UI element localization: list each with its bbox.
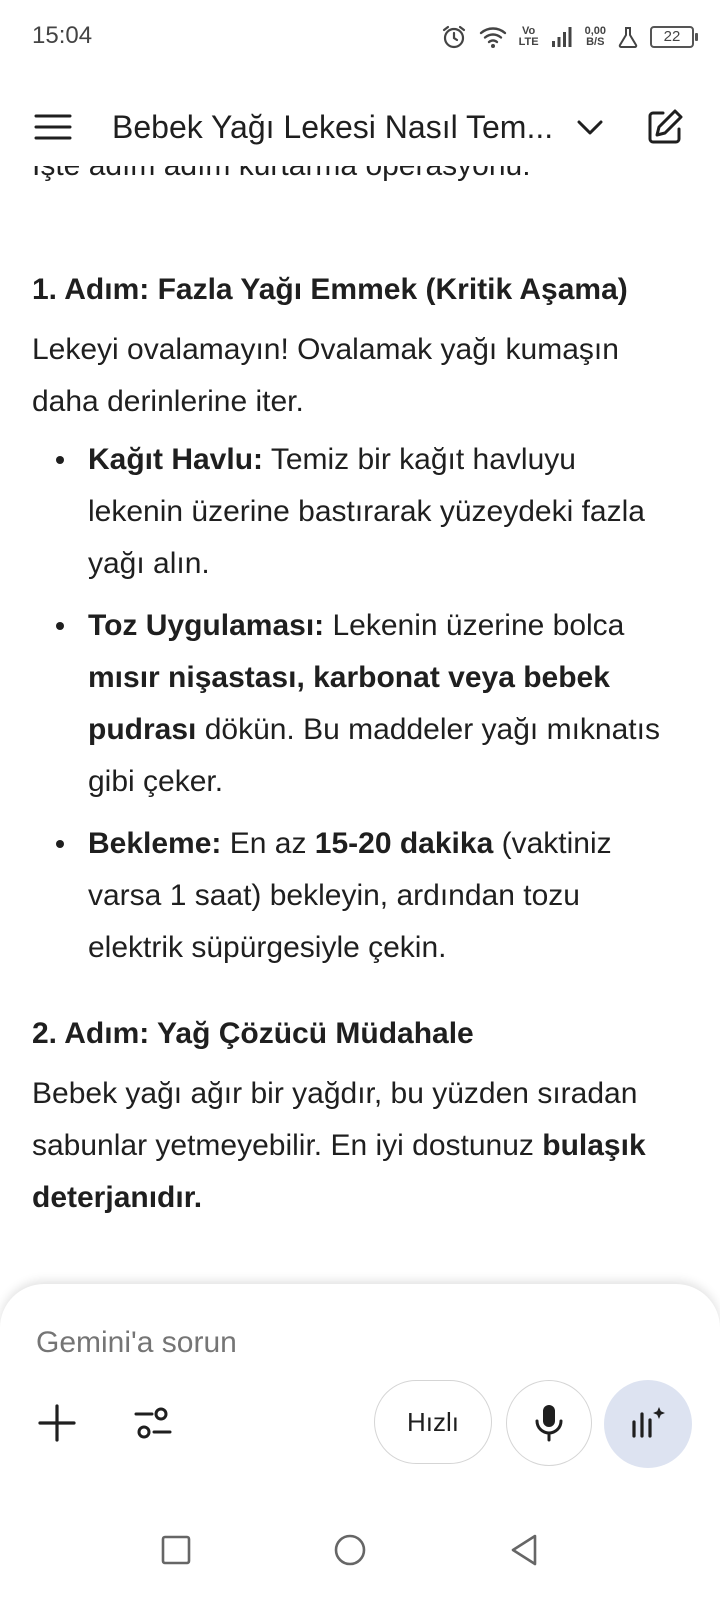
system-nav-bar: [0, 1484, 720, 1612]
bullet-text: dökün. Bu maddeler yağı mıknatıs gibi çeker.: [88, 713, 660, 798]
step2-heading: 2. Adım: Yağ Çözücü Müdahale: [32, 1017, 474, 1050]
bullet-dot: [56, 840, 64, 848]
wifi-icon: [479, 25, 507, 49]
bullet-dot: [56, 622, 64, 630]
bullet-term: Toz Uygulaması:: [88, 609, 325, 642]
bullet-emphasis: 15-20 dakika: [314, 827, 494, 860]
bullet-dot: [56, 456, 64, 464]
bullet-term: Kağıt Havlu:: [88, 443, 264, 476]
bullet-emphasis: mısır nişastası, karbonat veya bebek pudrası: [88, 661, 610, 746]
bullet-text: Lekenin üzerine bolca: [324, 609, 625, 642]
recents-icon: [161, 1535, 191, 1565]
step1-bullet-list: [0, 434, 720, 974]
microphone-button[interactable]: [506, 1380, 592, 1466]
step2-intro-emphasis: bulaşık deterjanıdır.: [32, 1129, 646, 1214]
home-icon: [333, 1533, 367, 1567]
chevron-down-icon: [577, 120, 603, 136]
menu-icon: [35, 114, 71, 140]
tools-button[interactable]: [128, 1398, 178, 1448]
back-icon: [509, 1533, 539, 1567]
prompt-input[interactable]: [36, 1326, 536, 1360]
prompt-panel: [0, 1284, 720, 1484]
bullet-text: En az: [221, 827, 315, 860]
list-item: [0, 434, 720, 590]
status-bar: [0, 0, 720, 76]
app-bar: [0, 86, 720, 166]
add-button[interactable]: [32, 1398, 82, 1448]
bullet-term: Bekleme:: [88, 827, 222, 860]
recents-button[interactable]: [154, 1528, 198, 1572]
conversation-title[interactable]: Bebek Yağı Lekesi Nasıl Tem...: [112, 109, 554, 145]
step2-intro-text: Bebek yağı ağır bir yağdır, bu yüzden sıradan sabunlar yetmeyebilir. En iyi dostunuz: [32, 1077, 638, 1162]
live-icon: [628, 1404, 668, 1444]
tools-icon: [133, 1406, 173, 1440]
mic-icon: [534, 1403, 564, 1443]
step1-heading: 1. Adım: Fazla Yağı Emmek (Kritik Aşama): [32, 273, 628, 306]
volte-label-bottom: LTE: [518, 36, 539, 48]
alarm-icon: [441, 24, 467, 50]
speed-unit: B/S: [586, 36, 605, 48]
response-content: [0, 166, 720, 1286]
volte-indicator: [519, 26, 539, 48]
bullet-text: (vaktiniz varsa 1 saat) bekleyin, ardından tozu elektrik süpürgesiyle çekin.: [88, 827, 612, 964]
network-speed: [585, 26, 606, 48]
volte-label-top: Vo: [521, 25, 536, 37]
live-button[interactable]: [604, 1380, 692, 1468]
edit-icon: [647, 109, 683, 145]
plus-icon: [38, 1404, 76, 1442]
bullet-text: Temiz bir kağıt havluyu lekenin üzerine bastırarak yüzeydeki fazla yağı alın.: [88, 443, 645, 580]
signal-icon: [551, 26, 573, 48]
step2-intro: [32, 1068, 692, 1224]
step1-intro: Lekeyi ovalamayın! Ovalamak yağı kumaşın daha derinlerine iter.: [32, 333, 619, 418]
status-time: 15:04: [32, 22, 93, 49]
model-mode-button[interactable]: Hızlı: [374, 1380, 492, 1464]
speed-value: 0,00: [584, 25, 606, 37]
menu-button[interactable]: [30, 104, 76, 150]
home-button[interactable]: [328, 1528, 372, 1572]
battery-indicator: 22: [650, 26, 694, 48]
title-dropdown-button[interactable]: [568, 106, 612, 150]
status-icons: [441, 22, 694, 52]
list-item: [0, 600, 720, 808]
flask-icon: [618, 26, 638, 48]
list-item: [0, 818, 720, 974]
new-chat-button[interactable]: [642, 104, 688, 150]
back-button[interactable]: [502, 1528, 546, 1572]
